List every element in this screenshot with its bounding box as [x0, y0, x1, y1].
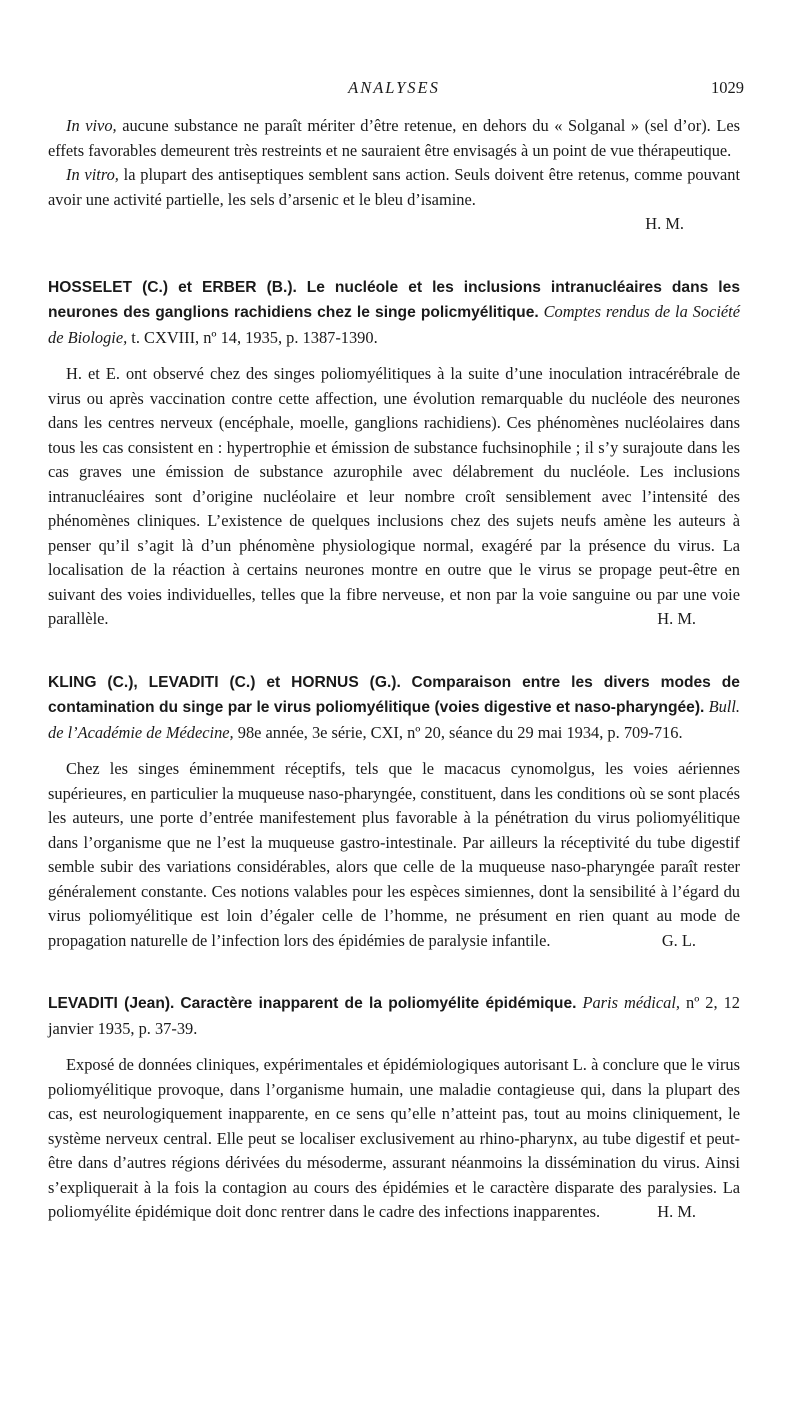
article-signature: H. M.	[657, 609, 696, 628]
article-abstract	[48, 1053, 740, 1225]
article-heading	[48, 991, 740, 1041]
article-authors: HOSSELET (C.) et ERBER (B.).	[48, 278, 297, 296]
article-abstract	[48, 362, 740, 632]
article-source-details: nº 2, 12 janvier 1935, p. 37-39.	[48, 993, 740, 1038]
article-levaditi	[48, 991, 740, 1225]
article-source-journal: Paris médical,	[582, 993, 680, 1012]
article-heading	[48, 670, 740, 746]
article-kling	[48, 670, 740, 954]
intro-paragraph-1	[48, 114, 740, 163]
journal-page	[48, 70, 744, 1225]
article-heading	[48, 275, 740, 351]
article-authors: KLING (C.), LEVADITI (C.) et HORNUS (G.).	[48, 673, 401, 691]
article-source-journal: Bull. de l’Académie de Médecine,	[48, 697, 740, 742]
intro-paragraph-2	[48, 163, 740, 212]
article-title: Le nucléole et les inclusions intranucléaires dans les neurones des ganglions rachidiens chez le singe policmyélitique.	[48, 278, 740, 321]
intro-lead-2: In vitro,	[66, 165, 119, 184]
article-hosselet	[48, 275, 740, 632]
article-abstract-text: Chez les singes éminemment réceptifs, tels que le macacus cynomolgus, les voies aériennes supérieures, en particulier la muqueuse naso-pharyngée, constituent, dans les conditions où se sont placés les auteurs, une porte d’entrée manifestement plus favorable à la pénétration du virus poliomyélitique dans l’organisme que ne l’est la muqueuse gastro-intestinale. Par ailleurs la réceptivité du tube digestif semble subir des variations considérables, alors que celle de la muqueuse naso-pharyngée paraît rester généralement constante. Ces notions valables pour les espèces simiennes, dont la sensibilité à l’égard du virus poliomyélitique est loin d’égaler celle de l’homme, ne présument en rien quant au mode de propagation naturelle de l’infection lors des épidémies de paralysie infantile.	[48, 759, 740, 950]
article-signature: G. L.	[661, 930, 696, 950]
article-abstract-text: H. et E. ont observé chez des singes poliomyélitiques à la suite d’une inoculation intracérébrale de virus ou après vaccination contre cette affection, une évolution remarquable du nucléole des neurones dans les centres nerveux (encéphale, moelle, ganglions rachidiens). Ces phénomènes nucléolaires dans tous les cas consistent en : hypertrophie et émission de substance fuchsinophile ; il s’y surajoute dans les cas graves une émission de substance azurophile avec délabrement du nucléole. Les inclusions intranucléaires sont d’origine nucléolaire et leur nombre croît sensiblement avec l’intensité des phénomènes cliniques. L’existence de quelques inclusions chez des sujets neufs amène les auteurs à penser qu’il s’agit là d’un phénomène physiologique normal, exagéré par la présence du virus. La localisation de la réaction à certains neurones montre en outre que le virus se propage peut-être en suivant des voies individuelles, telles que la fibre nerveuse, et non par la voie sanguine ou par une voie parallèle.	[48, 364, 740, 628]
article-signature: H. M.	[657, 1202, 696, 1221]
intro-text-1: aucune substance ne paraît mériter d’être retenue, en dehors du « Solganal » (sel d’or). Les effets favorables demeurent très restreints et ne sauraient être envisagés à un point de vue thérapeutique.	[48, 116, 740, 160]
article-source-details: 98e année, 3e série, CXI, nº 20, séance du 29 mai 1934, p. 709-716.	[233, 722, 683, 742]
intro-text-2: la plupart des antiseptiques semblent sans action. Seuls doivent être retenus, comme pouvant avoir une activité partielle, les sels d’arsenic et le bleu d’isamine.	[48, 165, 740, 209]
article-abstract-text: Exposé de données cliniques, expérimentales et épidémiologiques autorisant L. à conclure que le virus poliomyélitique provoque, dans l’organisme humain, une maladie contagieuse qui, dans la plupart des cas, est neurologiquement inapparente, en ce sens qu’elle n’atteint pas, tout au moins cliniquement, le système nerveux central. Elle peut se localiser exclusivement au rhino-pharynx, au tube digestif et peut-être dans d’autres régions dérivées du mésoderme, assurant néanmoins la dissémination du virus. Ainsi s’expliquerait à la fois la contagion au cours des épidémies et le caractère disparate des paralysies. La poliomyélite épidémique doit donc rentrer dans le cadre des infections inapparentes.	[48, 1055, 740, 1221]
article-source-journal: Comptes rendus de la Société de Biologie,	[48, 302, 740, 347]
article-authors: LEVADITI (Jean).	[48, 995, 175, 1012]
running-title: ANALYSES	[348, 78, 440, 97]
article-abstract	[48, 757, 740, 953]
article-title: Caractère inapparent de la poliomyélite épidémique.	[180, 995, 577, 1012]
intro-lead-1: In vivo,	[66, 116, 117, 135]
article-source-details: t. CXVIII, nº 14, 1935, p. 1387-1390.	[127, 327, 378, 347]
page-number: 1029	[711, 78, 744, 97]
intro-signature: H. M.	[645, 214, 684, 233]
intro-section	[48, 114, 740, 237]
article-title: Comparaison entre les divers modes de contamination du singe par le virus poliomyélitique (voies digestive et naso-pharyngée).	[48, 673, 740, 716]
page-header	[48, 70, 744, 104]
